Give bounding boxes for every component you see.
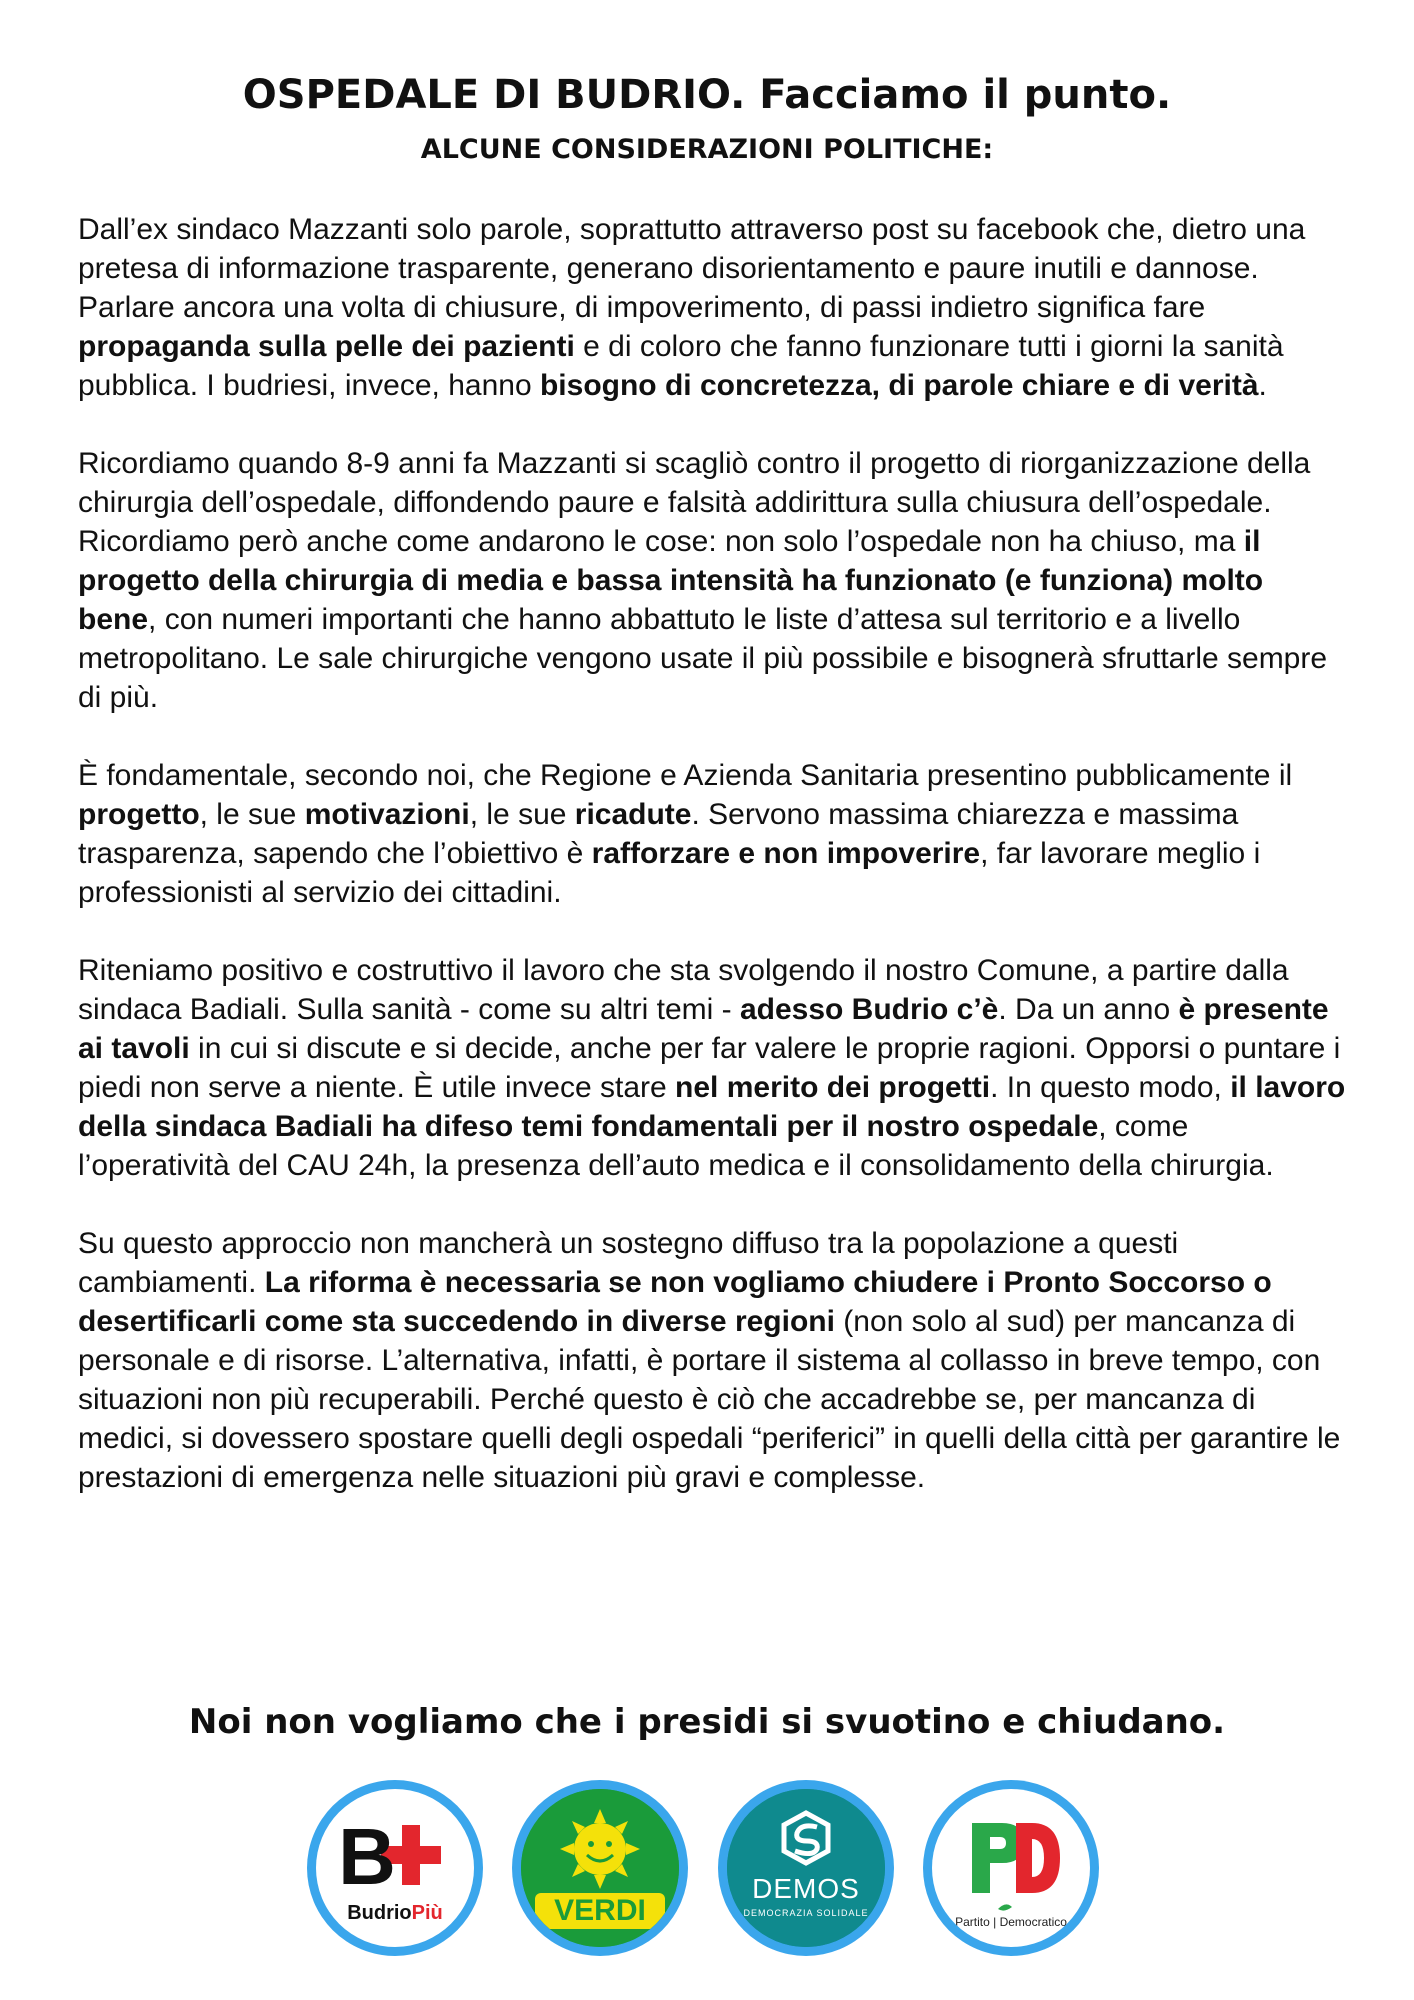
bold-text: ricadute: [574, 798, 692, 831]
bold-text: il lavoro della sindaca Badiali ha difeso temi fondamentali per il nostro ospedale: [78, 1071, 1346, 1143]
text-run: , con numeri importanti che hanno abbattuto le liste d’attesa sul territorio e a livello metropolitano. Le sale chirurgiche vengono usate il più possibile e bisognerà sfruttarle sempre di più.: [78, 603, 1328, 714]
text-run: Dall’ex sindaco Mazzanti solo parole, soprattutto attraverso post su facebook che, dietro una pretesa di informazione trasparente, generano disorientamento e paure inutili e dannose. Parlare ancora una volta di chiusure, di impoverimento, di passi indietro significa fare: [78, 213, 1306, 324]
verdi-label: VERDI: [554, 1894, 646, 1927]
text-run: .: [1258, 369, 1267, 402]
text-run: . Da un anno: [998, 993, 1179, 1026]
page-subtitle: ALCUNE CONSIDERAZIONI POLITICHE:: [420, 134, 994, 165]
bold-text: nel merito dei progetti: [675, 1071, 991, 1104]
text-run: (non solo al sud) per mancanza di personale e di risorse. L’alternativa, infatti, è portare il sistema al collasso in breve tempo, con situazioni non più recuperabili. Perché questo è ciò che accadrebbe se, per mancanza di medici, si dovessero spostare quelli degli ospedali “periferici” in quelli della città per garantire le prestazioni di emergenza nelle situazioni più gravi e complesse.: [78, 1305, 1341, 1494]
demos-mark-icon: [727, 1789, 885, 1947]
text-run: È fondamentale, secondo noi, che Regione e Azienda Sanitaria presentino pubblicamente il: [78, 759, 1293, 792]
bold-text: motivazioni: [304, 798, 470, 831]
bold-text: rafforzare e non impoverire: [591, 837, 981, 870]
bold-text: bisogno di concretezza, di parole chiare e di verità: [539, 369, 1259, 402]
bold-text: La riforma è necessaria se non vogliamo chiudere i Pronto Soccorso o desertificarli come sta succedendo in diverse regioni: [78, 1266, 1272, 1338]
bold-text: propaganda sulla pelle dei pazienti: [78, 330, 575, 363]
budrio-letter: B: [338, 1812, 396, 1901]
text-run: , come l’operatività del CAU 24h, la presenza dell’auto medica e il consolidamento della chirurgia.: [78, 1110, 1274, 1182]
text-run: , le sue: [199, 798, 305, 831]
party-logos: [0, 1780, 1414, 1960]
paragraph: [78, 444, 1348, 717]
pd-logo: [923, 1780, 1099, 1956]
pd-tagline: Partito | Democratico: [955, 1915, 1067, 1929]
paragraph: [78, 951, 1348, 1185]
text-run: Ricordiamo quando 8-9 anni fa Mazzanti si scagliò contro il progetto di riorganizzazione della chirurgia dell’ospedale, diffondendo paure e falsità addirittura sulla chiusura dell’ospedale. Ricordiamo però anche come andarono le cose: non solo l’ospedale non ha chiuso, ma: [78, 447, 1311, 558]
bold-text: adesso Budrio c’è: [739, 993, 999, 1026]
demos-logo: [718, 1780, 894, 1956]
body-text: [78, 210, 1348, 1536]
text-run: . Servono massima chiarezza e massima trasparenza, sapendo che l’obiettivo è: [78, 798, 1239, 870]
pd-tagline-left: Partito: [955, 1915, 990, 1929]
paragraph: [78, 756, 1348, 912]
text-run: Riteniamo positivo e costruttivo il lavoro che sta svolgendo il nostro Comune, a partire dalla sindaca Badiali. Sulla sanità - come su altri temi -: [78, 954, 1289, 1026]
budrio-name-red: Più: [411, 1902, 443, 1924]
text-run: , le sue: [469, 798, 575, 831]
demos-tagline: DEMOCRAZIA SOLIDALE: [743, 1908, 869, 1918]
text-run: Su questo approccio non mancherà un sostegno diffuso tra la popolazione a questi cambiamenti.: [78, 1227, 1179, 1299]
bold-text: il progetto della chirurgia di media e bassa intensità ha funzionato (e funziona) molto bene: [78, 525, 1264, 636]
text-run: . In questo modo,: [990, 1071, 1231, 1104]
demos-label: DEMOS: [752, 1873, 860, 1904]
text-run: , far lavorare meglio i professionisti al servizio dei cittadini.: [78, 837, 1261, 909]
closing-statement: Noi non vogliamo che i presidi si svuotino e chiudano.: [188, 1702, 1226, 1742]
budrio-piu-logo: [307, 1780, 483, 1956]
paragraph: [78, 210, 1348, 405]
bold-text: è presente ai tavoli: [78, 993, 1329, 1065]
bold-text: progetto: [78, 798, 200, 831]
pd-tagline-right: Democratico: [999, 1915, 1067, 1929]
text-run: in cui si discute e si decide, anche per far valere le proprie ragioni. Opporsi o puntare i piedi non serve a niente. È utile invece stare: [78, 1032, 1341, 1104]
paragraph: [78, 1224, 1348, 1497]
budrio-name: [316, 1901, 474, 1925]
page-title: OSPEDALE DI BUDRIO. Facciamo il punto.: [242, 72, 1172, 118]
text-run: e di coloro che fanno funzionare tutti i giorni la sanità pubblica. I budriesi, invece, hanno: [78, 330, 1284, 402]
verdi-logo: [512, 1780, 688, 1956]
budrio-name-black: Budrio: [347, 1902, 412, 1924]
